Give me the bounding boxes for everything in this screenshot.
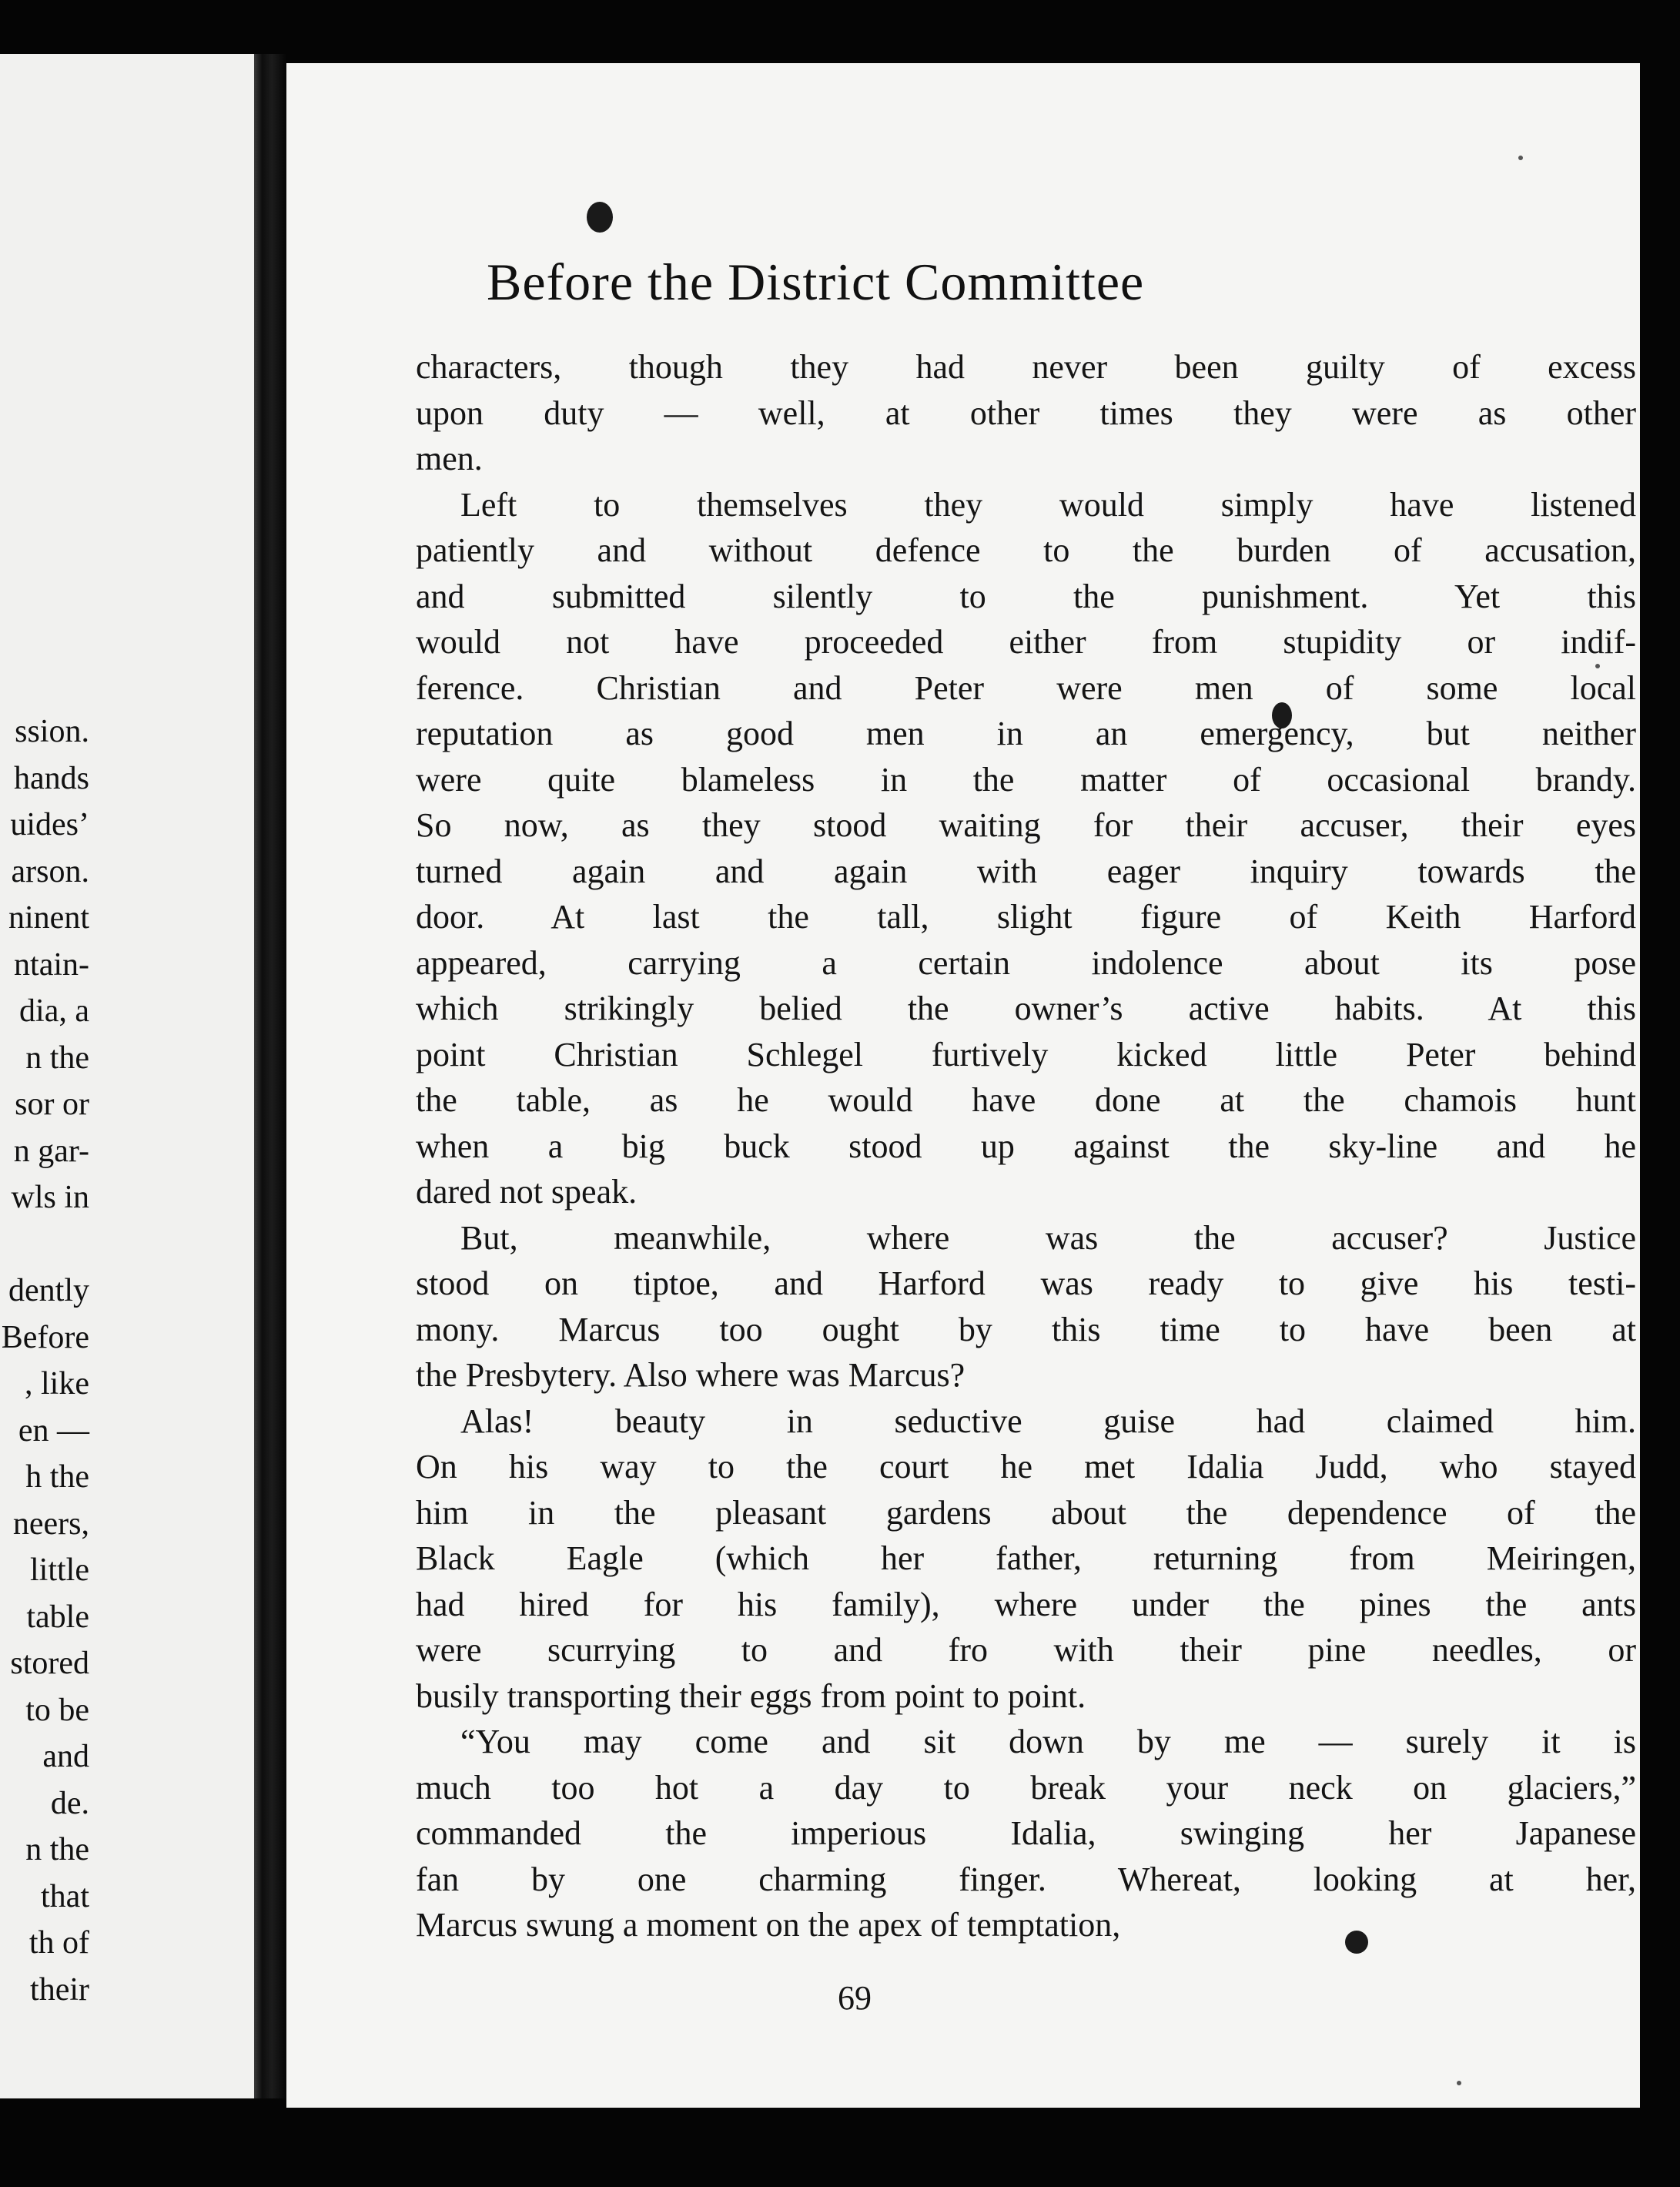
text-line: were quite blameless in the matter of occasional brandy. xyxy=(416,760,1636,799)
ink-blot xyxy=(587,202,613,233)
previous-page-line xyxy=(0,1221,89,1268)
previous-page-line: arson. xyxy=(11,853,89,889)
text-line: Black Eagle (which her father, returning from Meiringen, xyxy=(416,1539,1636,1577)
text-line: “You may come and sit down by me — surely it is xyxy=(460,1723,1636,1760)
text-line: much too hot a day to break your neck on glaciers,” xyxy=(416,1768,1636,1807)
previous-page-line: and xyxy=(42,1739,89,1774)
paragraph xyxy=(416,1215,1636,1398)
text-line: On his way to the court he met Idalia Judd, who stayed xyxy=(416,1448,1636,1485)
text-line: So now, as they stood waiting for their accuser, their eyes xyxy=(416,806,1636,844)
previous-page-line: n the xyxy=(25,1832,89,1867)
ink-speck xyxy=(1518,156,1523,160)
text-line: Alas! beauty in seductive guise had claimed him. xyxy=(460,1402,1636,1440)
previous-page-line: uides’ xyxy=(10,807,89,842)
previous-page xyxy=(0,54,254,2098)
running-head: Before the District Committee xyxy=(487,253,1145,311)
previous-page-line: n the xyxy=(25,1040,89,1076)
text-line: But, meanwhile, where was the accuser? Justice xyxy=(460,1218,1636,1257)
text-line: door. At last the tall, slight figure of Keith Harford xyxy=(416,898,1636,936)
paragraph xyxy=(416,344,1636,482)
previous-page-line: ninent xyxy=(8,900,89,936)
text-line: appeared, carrying a certain indolence about its pose xyxy=(416,943,1636,982)
text-line: upon duty — well, at other times they were as other xyxy=(416,394,1636,432)
text-line: dared not speak. xyxy=(416,1173,638,1211)
text-line: had hired for his family), where under the pines the ants xyxy=(416,1585,1636,1623)
previous-page-line: sor or xyxy=(15,1087,89,1122)
previous-page-line: hands xyxy=(14,760,89,796)
previous-page-line: to be xyxy=(25,1692,89,1728)
text-line: the table, as he would have done at the chamois hunt xyxy=(416,1081,1636,1119)
text-line: which strikingly belied the owner’s active habits. At this xyxy=(416,990,1636,1027)
previous-page-line: n gar- xyxy=(13,1133,89,1169)
previous-page-line: ntain- xyxy=(14,946,89,983)
text-line: stood on tiptoe, and Harford was ready to give his testi- xyxy=(416,1264,1636,1302)
text-line: busily transporting their eggs from point to point. xyxy=(416,1676,1086,1715)
text-line: turned again and again with eager inquiry towards the xyxy=(416,852,1636,890)
previous-page-line: dia, a xyxy=(19,993,89,1029)
previous-page-line: wls in xyxy=(11,1180,89,1215)
text-line: reputation as good men in an emergency, but neither xyxy=(416,715,1636,752)
text-line: when a big buck stood up against the sky-line and he xyxy=(416,1127,1636,1165)
page-number: 69 xyxy=(838,1979,872,2017)
text-line: patiently and without defence to the burden of accusation, xyxy=(416,531,1636,569)
current-page xyxy=(286,63,1640,2108)
previous-page-line: neers, xyxy=(12,1505,89,1542)
previous-page-line: Before xyxy=(1,1319,89,1355)
text-line: would not have proceeded either from stupidity or indif- xyxy=(416,623,1636,661)
text-line: him in the pleasant gardens about the dependence of the xyxy=(416,1493,1636,1532)
text-line: Marcus swung a moment on the apex of temptation, xyxy=(416,1906,1121,1944)
previous-page-line: de. xyxy=(50,1785,89,1821)
ink-speck xyxy=(1457,2081,1461,2085)
text-line: mony. Marcus too ought by this time to have been at xyxy=(416,1310,1636,1348)
text-line: fan by one charming finger. Whereat, looking at her, xyxy=(416,1860,1636,1898)
paragraph xyxy=(416,482,1636,1215)
previous-page-line: that xyxy=(41,1878,89,1914)
text-line: characters, though they had never been guilty of excess xyxy=(416,348,1636,386)
paragraph xyxy=(416,1398,1636,1720)
text-line: commanded the imperious Idalia, swinging her Japanese xyxy=(416,1814,1636,1852)
text-line: Left to themselves they would simply have listened xyxy=(460,485,1636,524)
previous-page-line: en — xyxy=(18,1412,89,1449)
previous-page-line: their xyxy=(30,1971,89,2008)
previous-page-line: stored xyxy=(10,1646,89,1681)
previous-page-text-fragments xyxy=(0,708,89,2013)
previous-page-line: th of xyxy=(28,1925,89,1961)
text-line: men. xyxy=(416,440,483,477)
text-line: point Christian Schlegel furtively kicked little Peter behind xyxy=(416,1035,1636,1073)
book-gutter xyxy=(254,54,286,2098)
body-text xyxy=(416,344,1636,1948)
paragraph xyxy=(416,1719,1636,1948)
previous-page-line: h the xyxy=(25,1459,89,1495)
previous-page-line: , like xyxy=(25,1366,89,1402)
previous-page-line: little xyxy=(30,1552,89,1588)
text-line: the Presbytery. Also where was Marcus? xyxy=(416,1356,965,1394)
previous-page-line: ssion. xyxy=(15,714,89,749)
text-line: were scurrying to and fro with their pine needles, or xyxy=(416,1631,1636,1669)
text-line: and submitted silently to the punishment. Yet this xyxy=(416,577,1636,615)
text-line: ference. Christian and Peter were men of some local xyxy=(416,668,1636,707)
previous-page-line: dently xyxy=(8,1273,89,1308)
previous-page-line: table xyxy=(26,1599,89,1635)
